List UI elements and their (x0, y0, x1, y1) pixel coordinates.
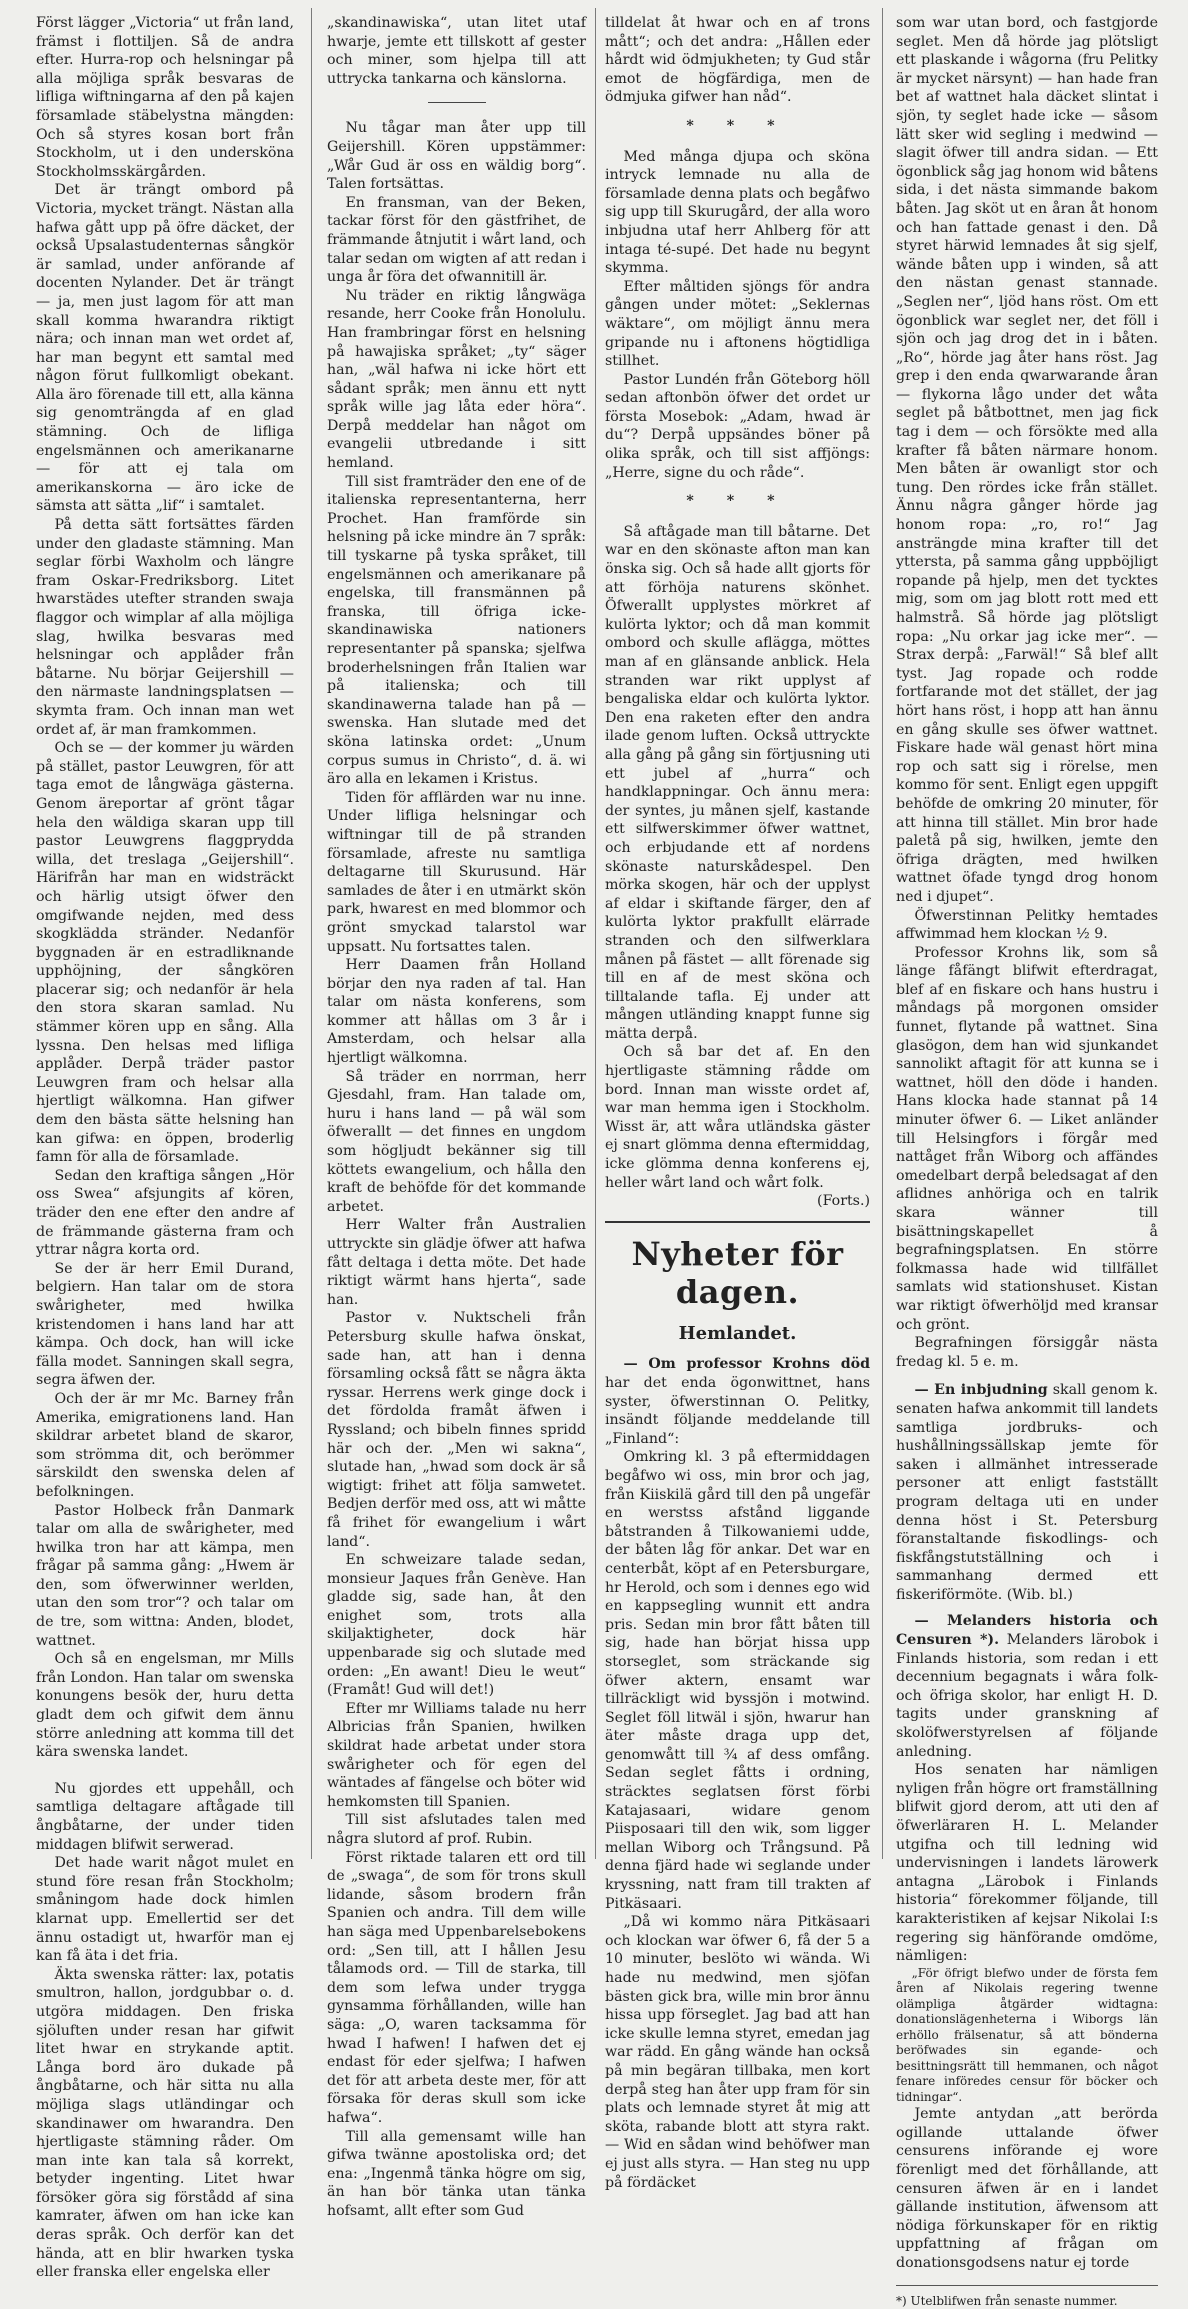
news-headline: Nyheter för dagen. (631, 1234, 844, 1311)
paragraph: Nu gjordes ett uppehåll, och samtliga deltagare aftågade till ångbåtarne, der under tiden middagen blifwit serwerad. (36, 1780, 294, 1853)
paragraph: Pastor Holbeck från Danmark talar om alla de swårigheter, med hwilka tron har att kämpa, men frågar på samma gång: „Hwem är den, som öfwerwinner werlden, utan den som tror“? och talar om de tre, som wittna: Anden, blodet, wattnet. (36, 1502, 294, 1649)
paragraph: Herr Walter från Australien uttryckte sin glädje öfwer att hafwa fått deltaga i detta möte. Det hade riktigt wärmt hans hjerta“, sade han. (327, 1217, 586, 1308)
section-heading: Hemlandet. (678, 1322, 797, 1344)
column-1 (36, 14, 294, 2281)
paragraph: Och se — der kommer ju wärden på stället, pastor Leuwgren, för att taga emot de långwäga gästerna. Genom äreportar af grönt tågar hela den wäldiga skaran upp till pastor Leuwgrens flaggprydda willa, det treslaga „Geijershill“. Härifrån har man en widsträckt och härlig utsigt öfwer den omgifwande nejden, med dess skogklädda stränder. Nedanför byggnaden är en estradliknande upphöjning, der sångkören placerar sig; och nedanför är hela den stora skaran samlad. Nu stämmer kören upp en sång. Alla lyssna. Den helsas med lifliga applåder. Derpå träder pastor Leuwgren fram och helsar alla hjertligt wälkomna. Han gifwer dem den bästa sätte helsning han kan gifwa: en öppen, broderlig famn för alla de församlade. (36, 740, 294, 1166)
article-title: — Om professor Krohns död (623, 1356, 870, 1373)
paragraph: Hos senaten har nämligen nyligen från högre ort framställning blifwit gjord derom, att uti den af öfwerläraren H. L. Melander utgifna och till ledning wid undervisningen i landets lärowerk antagna „Lärobok i Finlands historia“ förekommer följande, till karakteristiken af kejsar Nikolai I:s regering sig hänförande omdöme, nämligen: (896, 1762, 1158, 1965)
paragraph: Med många djupa och sköna intryck lemnade nu alla de församlade denna plats och begåfwo sig upp till Skurugård, der alla woro inbjudna utaf herr Ahlberg för att intaga té-supé. Det hade nu begynt skymma. (605, 148, 870, 277)
paragraph: Pastor Lundén från Göteborg höll sedan aftonbön öfwer det ordet ur första Mosebok: „Adam, hwad är du“? Derpå uppsändes böner på olika språk, och till sist affjöngs: „Herre, signe du och råde“. (605, 371, 870, 481)
article-lead: har det enda ögonwittnet, hans syster, öfwerstinnan O. Pelitky, insändt följande meddelande till „Finland“: (605, 1375, 870, 1447)
column-rule (882, 8, 883, 1859)
paragraph: Jemte antydan „att berörda ogillande uttalande öfwer censurens införande ej wore förenligt med det förhållande, att censuren äfwen är en i landet gällande institution, äfwensom att nödiga förkunskaper för en riktig uppfattning af frågan om donationsgodsens natur ej torde (896, 2106, 1158, 2271)
paragraph: En schweizare talade sedan, monsieur Jaques från Genève. Han gladde sig, sade han, åt den enighet som, trots alla skiljaktigheter, dock här uppenbarade sig och slutade med orden: „En awant! Dieu le weut“ (Framåt! Gud will det!) (327, 1552, 586, 1699)
continued-note: (Forts.) (817, 1193, 870, 1210)
paragraph: tilldelat åt hwar och en af trons mått“; och det andra: „Hållen eder hårdt wid ödmjukheten; ty Gud står emot de högfärdiga, men de ödmjuka gifwer han nåd“. (605, 15, 870, 106)
paragraph: Öfwerstinnan Pelitky hemtades affwimmad hem klockan ½ 9. (896, 907, 1158, 943)
paragraph: Till alla gemensamt wille han gifwa twänne apostoliska ord; det ena: „Ingenmå tänka högre om sig, än han bör tänka utan tänka hofsamt, allt efter som Gud (327, 2128, 586, 2219)
quote-block: „För öfrigt blefwo under de första fem åren af Nikolais regering twenne olämpliga åtgärder widtagna: donationslägenheterna i Wiborgs län erhöllo frälsenatur, så att bönderna beröfwades sin egande- och besittningsrätt till hemmanen, och något fenare införedes censur för böcker och tidningar“. (896, 1965, 1158, 2104)
article-title: — Melanders historia och Censuren *). (896, 1613, 1158, 1649)
paragraph: Äkta swenska rätter: lax, potatis smultron, hallon, jordgubbar o. d. utgöra middagen. Den friska sjöluften under resan har gifwit litet hwar en strykande aptit. Långa bord äro dukade på ångbåtarne, och här sitta nu alla möjliga slags utländingar och skandinawer om hwarandra. Den hjertligaste stämning råder. Om man inte kan tala så korrekt, betyder ingenting. Litet hwar försöker göra sig förstådd af sina kamrater, äfwen om han icke kan deras språk. Och derför kan det hända, att en blir hwarken tyska eller franska eller engelska eller (36, 1966, 294, 2281)
footnote: *) Utelblifwen från senaste nummer. (896, 2285, 1158, 2309)
article-body: skall genom k. senaten hafwa ankommit till landets samtliga jordbruks- och hushållningssällskap jemte för saken i allmänhet intresserade personer att enligt fastställt program deltaga uti en under denna höst i St. Petersburg föranstaltande fiskodlings- och fiskfångstutställning och i sammanhang dermed ett fiskeriförmöte. (Wib. bl.) (896, 1382, 1158, 1603)
column-rule (595, 8, 596, 1859)
paragraph: Det hade warit något mulet en stund före resan från Stockholm; småningom hade dock himlen klarnat upp. Emellertid ser det ännu ostadigt ut, hwarför man ej kan få äta i det fria. (36, 1855, 294, 1965)
paragraph: Först lägger „Victoria“ ut från land, främst i flottiljen. Så de andra efter. Hurra-rop och helsningar på alla möjliga språk besvaras de lifliga wiftningarna af den på kajen församlade stäbelystna mängden: Och så styres kosan bort från Stockholm, ut i den undersköna Stockholmsskärgården. (36, 15, 294, 180)
paragraph: Begrafningen försiggår nästa fredag kl. 5 e. m. (896, 1335, 1158, 1370)
paragraph: Herr Daamen från Holland börjar den nya raden af tal. Han talar om nästa konferens, som kommer att hållas om 3 år i Amsterdam, och helsar alla hjertligt wälkomna. (327, 957, 586, 1067)
paragraph: „Då wi kommo nära Pitkäsaari och klockan war öfwer 6, få der 5 a 10 minuter, beslöto wi wända. Wi hade nu medwind, men sjöfan bästen gick bra, wille min bror ännu hissa upp förseglet. Jag bad att han icke skulle lemna styret, emedan jag war rädd. En gång wände han också på min begäran tillbaka, men kort derpå steg han åter upp fram för sin plats och lemnade styret åt mig att sköta, rabande blott att styra rakt. — Wid en sådan wind behöfwer man ej just alls styra. — Han steg nu upp på fördäcket (605, 1914, 870, 2191)
paragraph: Nu tågar man åter upp till Geijershill. Kören uppstämmer: „Wår Gud är oss en wäldig borg“. Talen fortsättas. (327, 120, 586, 193)
paragraph: „skandinawiska“, utan litet utaf hwarje, jemte ett tillskott af gester och miner, som hjelpa till att uttrycka tankarna och känslorna. (327, 15, 586, 87)
paragraph: Se der är herr Emil Durand, belgiern. Han talar om de stora swårigheter, med hwilka kristendomen i hans land har att kämpa. Och dock, han will icke fälla modet. Sanningen skall segra, segra äfwen der. (36, 1260, 294, 1389)
paragraph: Och så bar det af. En den hjertligaste stämning rådde om bord. Innan man wisste ordet af, war man hemma igen i Stockholm. Wisst är, att wåra utländska gäster ej snart glömma denna eftermiddag, icke glömma denna konferens ej, heller wårt land och wårt folk. (605, 1044, 870, 1191)
paragraph: Först riktade talaren ett ord till de „swaga“, de som för trons skull lidande, såsom brodern från Spanien och andra. Till dem wille han säga med Uppenbarelsebokens ord: „Sen till, att I hållen Jesu tålamods ord. — Till de starka, till dem som lefwa under trygga gynsamma förhållanden, wille han säga: „O, waren tacksamma för hwad I hafwen! I hafwen det ej endast för eder sjelfwa; I hafwen det för att arbeta deste mer, för att försaka för deras skull som icke hafwa“. (327, 1849, 586, 2126)
paragraph: Sedan den kraftiga sången „Hör oss Swea“ afsjungits af kören, träder den ene efter den andre af de främmande gästerna fram och yttrar några korta ord. (36, 1167, 294, 1259)
heavy-rule (605, 1221, 870, 1223)
paragraph: Efter måltiden sjöngs för andra gången under mötet: „Seklernas wäktare“, om möjligt ännu mera gripande nu i aftonens högtidliga stillhet. (605, 278, 870, 370)
paragraph: En fransman, van der Beken, tackar först för den gästfrihet, de främmande åtnjutit i wårt land, och talar sedan om wigten af att redan i unga år föra det ofwannitill är. (327, 194, 586, 286)
article-body: Melanders lärobok i Finlands historia, som redan i ett decennium begagnats i wåra folk- och öfriga skolor, har enligt H. D. tagits under granskning af skolöfwerstyrelsen af följande anledning. (896, 1632, 1158, 1760)
paragraph: Professor Krohns lik, som så länge fåfängt blifwit efterdragat, blef af en fiskare och hans hustru i måndags på morgonen omsider funnet, flytande på wattnet. Sina glasögon, dem han wid sjunkandet sannolikt aftagit för att kunna se i wattnet, höll den döde i handen. Hans klocka hade stannat på 14 minuter öfwer 6. — Liket anländer till Helsingfors i förgår med nattåget från Wiborg och affändes omedelbart derpå beledsagat af den aflidnes anhöriga och en talrik skara wänner till bisättningskapellet å begrafningsplatsen. En större folkmassa hade wid tillfället samlats wid stationshuset. Kistan war riktigt öfwerhöljd med kransar och grönt. (896, 944, 1158, 1333)
column-rule (311, 8, 312, 1859)
paragraph: Så aftågade man till båtarne. Det war en den skönaste afton man kan önska sig. Och så hade allt gjorts för att förhöja naturens skönhet. Öfwerallt upplystes mörkret af kulörta lyktor; och då man kommit ombord och skulle aflägga, möttes man af en glänsande anblick. Hela stranden war rikt upplyst af bengaliska eldar och kulörta lyktor. Den ena raketen efter den andra ilade genom luften. Också uttryckte alla gång på gång sin förtjusning uti ett jubel af „hurra“ och handklappningar. Och ännu mera: der syntes, ju månen sjelf, kastande ett silfwerskimmer öfwer wattnet, och erbjudande ett af nordens skönaste naturskådespel. Den mörka skogen, här och der upplyst af eldar i skiftande färger, den af kulörta lyktor prakfullt elärrade stranden och den silfwerklara månen på fästet — allt förenade sig till en af de mest sköna och tilltalande tafla. Ej under att mången utländing knappt funne sig mätta derpå. (605, 523, 870, 1042)
paragraph: Efter mr Williams talade nu herr Albricias från Spanien, hwilken skildrat hade arbetat under stora swårigheter och för egen del wäntades af fängelse och böter wid hemkomsten till Spanien. (327, 1700, 586, 1810)
paragraph: Det är trängt ombord på Victoria, mycket trängt. Nästan alla hafwa gått upp på öfre däcket, der också Upsalastudenternas sångkör är samlad, under anförande af docenten Nylander. Det är trängt — ja, men just lagom för att man skall komma hwarandra riktigt nära; och innan man wet ordet af, har man begynt ett samtal med någon förut fullkomligt obekant. Alla äro förenade till ett, alla känna sig genomträngda af en glad stämning. Och de lifliga engelsmännen och amerikanarne — för att ej tala om amerikanskorna — äro icke de sämsta att sätta „lif“ i samtalet. (36, 182, 294, 515)
paragraph: Pastor v. Nuktscheli från Petersburg skulle hafwa önskat, sade han, att han i denna församling också fått se några äkta ryssar. Herrens werk ginge dock i det fördolda framåt äfwen i Ryssland; och bibeln finnes spridd här och der. „Men wi sakna“, slutade han, „hwad som dock är så wigtigt: frihet att följa samwetet. Bedjen derför med oss, att wi måtte få frihet för ewangelium i wårt land“. (327, 1310, 586, 1550)
paragraph: Så träder en norrman, herr Gjesdahl, fram. Han talade om, huru i hans land — på wäl som öfwerallt — det finnes en ungdom som högljudt bekänner sig till köttets ewangelium, och hålla den kraft de behöfde för det kommande arbetet. (327, 1068, 586, 1215)
column-2 (327, 14, 586, 2219)
paragraph: Tiden för afflärden war nu inne. Under lifliga helsningar och wiftningar till de på stranden församlade, afreste nu samtliga deltagarne till Skurusund. Här samlades de åter i en utmärkt skön park, hwarest en med blommor och grönt smyckad talarstol war uppsatt. Nu fortsattes talen. (327, 789, 586, 955)
paragraph: som war utan bord, och fastgjorde seglet. Men då hörde jag plötsligt ett plaskande i wågorna (fru Pelitky är mycket närsynt) — han hade fran bet af wattnet hala däcket slintat i sjön, ty seglet hade icke — såsom lätt sker wid segling i medwind — slagit öfwer till andra sidan. — Ett ögonblick såg jag honom wid båtens sida, i det nästa simmande bakom båten. Jag sköt ut en åran åt honom och han fattade genast i den. Då styret härwid lemnades åt sig sjelf, wände båten upp i winden, så att den nästan genast stannade. „Seglen ner“, ljöd hans röst. Om ett ögonblick war seglet ner, det föll i sjön och jag drog det in i båten. „Ro“, hörde jag åter hans röst. Jag grep i den enda qwarwarande åran — flykorna lågo under det wåta seglet på båtbottnet, men jag fick tag i dem — och försökte med alla krafter få båten närmare honom. Men båten är owanligt stor och tung. Den rördes icke från stället. Ännu några gånger hörde jag honom ropa: „ro, ro!“ Jag ansträngde mina krafter till det yttersta, på samma gång uppböjligt ropande på hjelp, men det tycktes mig, som om jag blott rott med ett halmstrå. Så hörde jag plötsligt ropa: „Nu orkar jag icke mer“. — Strax derpå: „Farwäl!“ Så blef allt tyst. Jag ropade och rodde fortfarande mot det stället, der jag hört hans röst, i hopp att han ännu en gång skulle ses öfwer wattnet. Fiskare hade wäl genast hört mina rop och satt sig i rörelse, men kommo för sent. Enligt egen uppgift behöfde de omkring 20 minuter, för att hinna till stället. Min bror hade paletå på sig, hwilken, jemte den öfriga drägten, med hwilken wattnet öfade tyngd drog honom ned i djupet“. (896, 15, 1158, 905)
section-stars: * * * (686, 493, 789, 510)
paragraph: Omkring kl. 3 på eftermiddagen begåfwo wi oss, min bror och jag, från Kiiskilä gård till den på ungefär en werstss afstånd liggande båtstranden å Tilkowaniemi udde, der båten låg för ankar. Det war en centerbåt, köpt af en Petersburgare, hr Herold, och som i dennes ego wid en kappsegling wunnit ett andra pris. Sedan min bror fått båten till sig, hade han börjat hissa upp storseglet, som sträckande sig öfwer aktern, ensamt war tillräckligt wid byssjön i motwind. Seglet föll litwäl i sjön, hwarur han äter måste draga upp det, genomwått till ¾ af dess omfång. Sedan seglet fåtts i ordning, sträcktes seglatsen först förbi Katajasaari, widare genom Piisposaari till den wik, som ligger mellan Wiborg och Trångsund. På denna fjärd hade wi seglande under kryssning, natt fram till trakten af Pitkäsaari. (605, 1449, 870, 1912)
paragraph: Nu träder en riktig långwäga resande, herr Cooke från Honolulu. Han frambringar först en helsning på hawajiska språket; „ty“ säger han, „wäl hafwa ni icke hört ett sådant språk; men ännu ett nytt språk wille jag låta eder höra“. Derpå meddelar han något om evangelii utbredande i sitt hemland. (327, 287, 586, 472)
paragraph: På detta sätt fortsättes färden under den gladaste stämning. Man seglar förbi Waxholm och längre fram Oskar-Fredriksborg. Litet hwarstädes utefter stranden swaja flaggor och wimplar af alla möjliga slag, hwilka besvaras med helsningar och applåder från båtarne. Nu börjar Geijershill — den närmaste landningsplatsen — skymta fram. Och innan man wet ordet af, är man framkommen. (36, 517, 294, 738)
paragraph: Och der är mr Mc. Barney från Amerika, emigrationens land. Han skildrar arbetet bland de skaror, som strömma dit, och berömmer särskildt den swenska delen af befolkningen. (36, 1390, 294, 1500)
paragraph: Och så en engelsman, mr Mills från London. Han talar om swenska konungens besök der, huru detta gladt dem och gifwit dem ännu större anledning att komma till det kära swenska landet. (36, 1651, 294, 1761)
paragraph: Till sist framträder den ene of de italienska representanterna, herr Prochet. Han framförde sin helsning på icke mindre än 7 språk: till tyskarne på tyska språket, till engelsmännen och amerikanare på engelska, till fransmännen på franska, till öfriga icke-skandinawiska nationers representanter på spanska; sjelfwa broderhelsningen från Italien war på italienska; och till skandinawerna talade han på — swenska. Han slutade med det sköna latinska ordet: „Unum corpus sumus in Christo“, d. ä. wi äro alla en lekamen i Kristus. (327, 473, 586, 788)
article-title: — En inbjudning (914, 1382, 1048, 1399)
column-4 (896, 14, 1158, 2308)
column-3 (605, 14, 870, 2191)
section-stars: * * * (686, 117, 789, 134)
paragraph: Till sist afslutades talen med några slutord af prof. Rubin. (327, 1812, 586, 1847)
section-separator (428, 102, 486, 103)
